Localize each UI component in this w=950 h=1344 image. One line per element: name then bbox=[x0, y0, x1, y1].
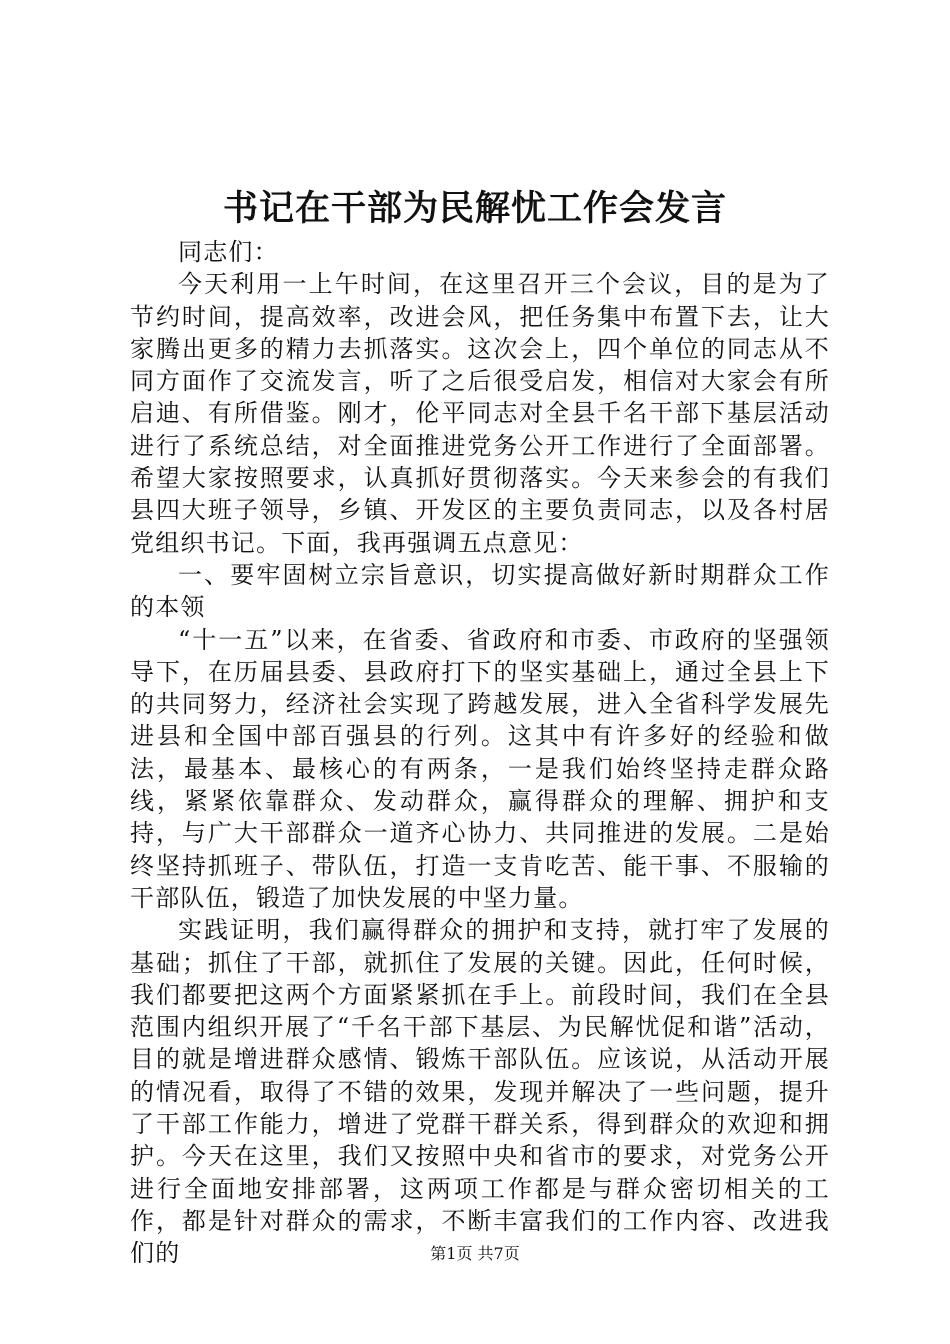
body-paragraph: “十一五”以来，在省委、省政府和市委、市政府的坚强领导下，在历届县委、县政府打下的坚实基础上，通过全县上下的共同努力，经济社会实现了跨越发展，进入全省科学发展先进县和全国中部百强县的行列。这其中有许多好的经验和做法，最基本、最核心的有两条，一是我们始终坚持走群众路线，紧紧依靠群众、发动群众，赢得群众的理解、拥护和支持，与广大干部群众一道齐心协力、共同推进的发展。二是始终坚持抓班子、带队伍，打造一支肯吃苦、能干事、不服输的干部队伍，锻造了加快发展的中坚力量。 bbox=[130, 625, 830, 912]
page-number-footer: 第1页 共7页 bbox=[430, 1244, 520, 1263]
salutation-paragraph: 同志们： bbox=[178, 238, 279, 266]
document-body bbox=[130, 236, 830, 1270]
body-paragraph: 实践证明，我们赢得群众的拥护和支持，就打牢了发展的基础；抓住了干部，就抓住了发展的关键。因此，任何时候，我们都要把这两个方面紧紧抓在手上。前段时间，我们在全县范围内组织开展了“千名干部下基层、为民解忧促和谐”活动，目的就是增进群众感情、锻炼干部队伍。应该说，从活动开展的情况看，取得了不错的效果，发现并解决了一些问题，提升了干部工作能力，增进了党群干群关系，得到群众的欢迎和拥护。今天在这里，我们又按照中央和省市的要求，对党务公开进行全面地安排部署，这两项工作都是与群众密切相关的工作，都是针对群众的需求，不断丰富我们的工作内容、改进我们的 bbox=[130, 916, 830, 1268]
body-paragraph: 今天利用一上午时间，在这里召开三个会议，目的是为了节约时间，提高效率，改进会风，把任务集中布置下去，让大家腾出更多的精力去抓落实。这次会上，四个单位的同志从不同方面作了交流发言，听了之后很受启发，相信对大家会有所启迪、有所借鉴。刚才，伦平同志对全县千名干部下基层活动进行了系统总结，对全面推进党务公开工作进行了全面部署。希望大家按照要求，认真抓好贯彻落实。今天来参会的有我们县四大班子领导，乡镇、开发区的主要负责同志，以及各村居党组织书记。下面，我再强调五点意见： bbox=[130, 270, 830, 557]
section-heading: 一、要牢固树立宗旨意识，切实提高做好新时期群众工作的本领 bbox=[130, 560, 830, 622]
document-title: 书记在干部为民解忧工作会发言 bbox=[222, 188, 727, 229]
